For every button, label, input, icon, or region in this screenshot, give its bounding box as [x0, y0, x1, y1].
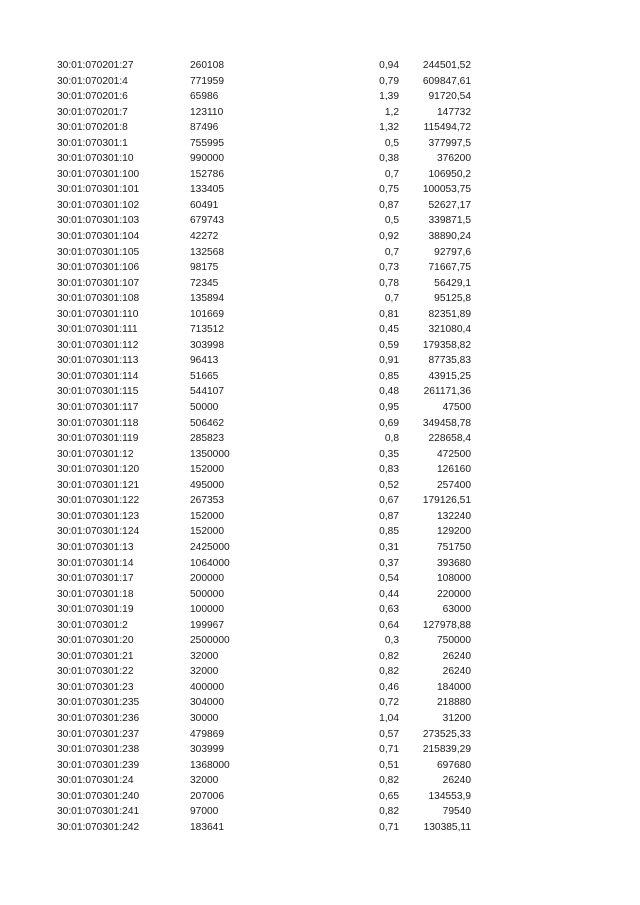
coefficient-cell: 0,5: [384, 137, 399, 149]
value-cell: 152000: [190, 464, 224, 476]
value-cell: 152786: [190, 168, 224, 180]
cadastral-number-cell: 30:01:070301:110: [57, 308, 139, 320]
coefficient-cell: 0,52: [379, 479, 399, 491]
cadastral-number-cell: 30:01:070301:102: [57, 199, 140, 211]
table-row: [0, 260, 640, 276]
result-cell: 257400: [437, 479, 471, 491]
coefficient-cell: 0,35: [379, 448, 399, 460]
coefficient-cell: 0,85: [379, 526, 399, 538]
result-cell: 376200: [437, 153, 471, 165]
table-row: [0, 229, 640, 245]
result-cell: 132240: [437, 510, 471, 522]
table-row: [0, 711, 640, 727]
coefficient-cell: 0,54: [379, 573, 399, 585]
cadastral-number-cell: 30:01:070301:105: [57, 246, 140, 258]
table-row: [0, 400, 640, 416]
coefficient-cell: 0,8: [384, 433, 399, 445]
value-cell: 32000: [190, 666, 219, 678]
table-row: [0, 167, 640, 183]
coefficient-cell: 0,5: [384, 215, 399, 227]
value-cell: 32000: [190, 650, 219, 662]
result-cell: 63000: [442, 604, 471, 616]
coefficient-cell: 1,39: [379, 91, 399, 103]
table-row: [0, 540, 640, 556]
table-row: [0, 820, 640, 836]
data-table: [0, 58, 640, 835]
coefficient-cell: 0,3: [384, 635, 399, 647]
value-cell: 96413: [190, 355, 219, 367]
value-cell: 60491: [190, 199, 219, 211]
value-cell: 1350000: [190, 448, 230, 460]
result-cell: 228658,4: [428, 433, 471, 445]
value-cell: 200000: [190, 573, 224, 585]
cadastral-number-cell: 30:01:070301:235: [57, 697, 140, 709]
table-row: [0, 151, 640, 167]
coefficient-cell: 0,73: [379, 262, 399, 274]
result-cell: 115494,72: [423, 122, 471, 134]
result-cell: 377997,5: [428, 137, 471, 149]
coefficient-cell: 0,82: [379, 775, 399, 787]
result-cell: 106950,2: [428, 168, 471, 180]
value-cell: 495000: [190, 479, 224, 491]
cadastral-number-cell: 30:01:070301:13: [57, 541, 134, 553]
coefficient-cell: 0,71: [379, 744, 399, 756]
coefficient-cell: 0,82: [379, 666, 399, 678]
result-cell: 87735,83: [428, 355, 471, 367]
cadastral-number-cell: 30:01:070301:24: [57, 775, 134, 787]
cadastral-number-cell: 30:01:070301:240: [57, 790, 140, 802]
result-cell: 179358,82: [422, 339, 471, 351]
cadastral-number-cell: 30:01:070301:122: [57, 495, 140, 507]
coefficient-cell: 0,48: [379, 386, 399, 398]
table-row: [0, 758, 640, 774]
value-cell: 152000: [190, 526, 224, 538]
table-row: [0, 89, 640, 105]
value-cell: 98175: [190, 262, 219, 274]
cadastral-number-cell: 30:01:070301:241: [57, 806, 140, 818]
table-row: [0, 509, 640, 525]
result-cell: 91720,54: [428, 91, 471, 103]
cadastral-number-cell: 30:01:070301:236: [57, 712, 140, 724]
coefficient-cell: 0,65: [379, 790, 399, 802]
value-cell: 679743: [190, 215, 224, 227]
value-cell: 152000: [190, 510, 224, 522]
result-cell: 751750: [437, 541, 471, 553]
result-cell: 218880: [437, 697, 471, 709]
cadastral-number-cell: 30:01:070201:7: [57, 106, 128, 118]
cadastral-number-cell: 30:01:070201:6: [57, 91, 128, 103]
value-cell: 1368000: [190, 759, 230, 771]
table-row: [0, 447, 640, 463]
coefficient-cell: 1,2: [384, 106, 399, 118]
value-cell: 990000: [190, 153, 224, 165]
result-cell: 321080,4: [428, 324, 471, 336]
value-cell: 97000: [190, 806, 219, 818]
table-row: [0, 789, 640, 805]
value-cell: 100000: [190, 604, 224, 616]
coefficient-cell: 0,87: [379, 510, 399, 522]
result-cell: 95125,8: [434, 293, 471, 305]
value-cell: 42272: [190, 231, 219, 243]
table-row: [0, 493, 640, 509]
result-cell: 38890,24: [428, 231, 471, 243]
result-cell: 26240: [442, 666, 471, 678]
value-cell: 132568: [190, 246, 224, 258]
coefficient-cell: 0,79: [379, 75, 399, 87]
result-cell: 184000: [437, 681, 471, 693]
table-row: [0, 213, 640, 229]
table-row: [0, 353, 640, 369]
result-cell: 52627,17: [428, 199, 471, 211]
result-cell: 220000: [437, 588, 471, 600]
result-cell: 127978,88: [422, 619, 471, 631]
value-cell: 267353: [190, 495, 224, 507]
table-row: [0, 602, 640, 618]
coefficient-cell: 0,7: [384, 168, 399, 180]
value-cell: 2500000: [190, 635, 230, 647]
table-row: [0, 695, 640, 711]
table-row: [0, 384, 640, 400]
cadastral-number-cell: 30:01:070201:8: [57, 122, 128, 134]
table-row: [0, 369, 640, 385]
table-row: [0, 338, 640, 354]
cadastral-number-cell: 30:01:070301:17: [57, 573, 134, 585]
result-cell: 393680: [437, 557, 471, 569]
result-cell: 339871,5: [428, 215, 471, 227]
result-cell: 472500: [437, 448, 471, 460]
cadastral-number-cell: 30:01:070301:18: [57, 588, 134, 600]
cadastral-number-cell: 30:01:070301:114: [57, 370, 139, 382]
cadastral-number-cell: 30:01:070301:23: [57, 681, 134, 693]
value-cell: 713512: [190, 324, 224, 336]
result-cell: 56429,1: [434, 277, 471, 289]
table-row: [0, 727, 640, 743]
coefficient-cell: 0,63: [379, 604, 399, 616]
value-cell: 506462: [190, 417, 224, 429]
result-cell: 147732: [437, 106, 471, 118]
cadastral-number-cell: 30:01:070301:106: [57, 262, 140, 274]
cadastral-number-cell: 30:01:070301:1: [57, 137, 128, 149]
value-cell: 101669: [190, 308, 224, 320]
cadastral-number-cell: 30:01:070301:19: [57, 604, 134, 616]
coefficient-cell: 0,82: [379, 650, 399, 662]
value-cell: 755995: [190, 137, 224, 149]
value-cell: 285823: [190, 433, 224, 445]
value-cell: 771959: [190, 75, 224, 87]
coefficient-cell: 0,46: [379, 681, 399, 693]
table-row: [0, 431, 640, 447]
cadastral-number-cell: 30:01:070301:100: [57, 168, 140, 180]
coefficient-cell: 0,69: [379, 417, 399, 429]
coefficient-cell: 0,91: [379, 355, 399, 367]
cadastral-number-cell: 30:01:070301:118: [57, 417, 139, 429]
coefficient-cell: 0,45: [379, 324, 399, 336]
coefficient-cell: 0,82: [379, 806, 399, 818]
value-cell: 2425000: [190, 541, 230, 553]
result-cell: 130385,11: [423, 821, 471, 833]
value-cell: 544107: [190, 386, 224, 398]
cadastral-number-cell: 30:01:070301:117: [57, 402, 139, 414]
table-row: [0, 291, 640, 307]
coefficient-cell: 0,78: [379, 277, 399, 289]
coefficient-cell: 0,31: [379, 541, 399, 553]
coefficient-cell: 0,7: [384, 246, 399, 258]
cadastral-number-cell: 30:01:070201:27: [57, 60, 134, 71]
cadastral-number-cell: 30:01:070301:12: [57, 448, 134, 460]
coefficient-cell: 0,81: [379, 308, 399, 320]
cadastral-number-cell: 30:01:070301:101: [57, 184, 140, 196]
table-row: [0, 136, 640, 152]
coefficient-cell: 0,83: [379, 464, 399, 476]
cadastral-number-cell: 30:01:070301:22: [57, 666, 134, 678]
table-row: [0, 58, 640, 74]
value-cell: 500000: [190, 588, 224, 600]
table-row: [0, 105, 640, 121]
table-row: [0, 307, 640, 323]
result-cell: 47500: [442, 402, 471, 414]
table-row: [0, 571, 640, 587]
cadastral-number-cell: 30:01:070301:103: [57, 215, 140, 227]
cadastral-number-cell: 30:01:070301:238: [57, 744, 140, 756]
cadastral-number-cell: 30:01:070301:120: [57, 464, 140, 476]
table-row: [0, 524, 640, 540]
coefficient-cell: 0,87: [379, 199, 399, 211]
value-cell: 30000: [190, 712, 219, 724]
result-cell: 108000: [437, 573, 471, 585]
result-cell: 244501,52: [422, 60, 471, 71]
cadastral-number-cell: 30:01:070301:113: [57, 355, 139, 367]
table-row: [0, 649, 640, 665]
table-row: [0, 322, 640, 338]
cadastral-number-cell: 30:01:070201:4: [57, 75, 128, 87]
cadastral-number-cell: 30:01:070301:10: [57, 153, 134, 165]
result-cell: 79540: [442, 806, 471, 818]
coefficient-cell: 0,59: [379, 339, 399, 351]
table-row: [0, 462, 640, 478]
coefficient-cell: 0,64: [379, 619, 399, 631]
result-cell: 750000: [437, 635, 471, 647]
result-cell: 697680: [437, 759, 471, 771]
value-cell: 65986: [190, 91, 219, 103]
cadastral-number-cell: 30:01:070301:107: [57, 277, 140, 289]
table-row: [0, 556, 640, 572]
table-row: [0, 276, 640, 292]
cadastral-number-cell: 30:01:070301:115: [57, 386, 139, 398]
result-cell: 609847,61: [422, 75, 471, 87]
value-cell: 87496: [190, 122, 219, 134]
result-cell: 92797,6: [434, 246, 471, 258]
result-cell: 215839,29: [422, 744, 471, 756]
value-cell: 400000: [190, 681, 224, 693]
cadastral-number-cell: 30:01:070301:121: [57, 479, 140, 491]
coefficient-cell: 0,7: [384, 293, 399, 305]
table-row: [0, 587, 640, 603]
result-cell: 349458,78: [422, 417, 471, 429]
table-row: [0, 74, 640, 90]
cadastral-number-cell: 30:01:070301:20: [57, 635, 134, 647]
cadastral-number-cell: 30:01:070301:104: [57, 231, 140, 243]
value-cell: 303999: [190, 744, 224, 756]
coefficient-cell: 0,94: [379, 60, 399, 71]
result-cell: 82351,89: [428, 308, 471, 320]
cadastral-number-cell: 30:01:070301:21: [57, 650, 134, 662]
cadastral-number-cell: 30:01:070301:2: [57, 619, 128, 631]
coefficient-cell: 0,37: [379, 557, 399, 569]
value-cell: 50000: [190, 402, 219, 414]
table-row: [0, 618, 640, 634]
coefficient-cell: 0,95: [379, 402, 399, 414]
table-row: [0, 198, 640, 214]
coefficient-cell: 1,32: [379, 122, 399, 134]
value-cell: 479869: [190, 728, 224, 740]
cadastral-number-cell: 30:01:070301:239: [57, 759, 140, 771]
value-cell: 260108: [190, 60, 224, 71]
table-row: [0, 120, 640, 136]
coefficient-cell: 0,92: [379, 231, 399, 243]
table-row: [0, 245, 640, 261]
coefficient-cell: 0,44: [379, 588, 399, 600]
value-cell: 133405: [190, 184, 224, 196]
result-cell: 71667,75: [428, 262, 471, 274]
cadastral-number-cell: 30:01:070301:14: [57, 557, 134, 569]
cadastral-number-cell: 30:01:070301:242: [57, 821, 140, 833]
result-cell: 43915,25: [428, 370, 471, 382]
cadastral-number-cell: 30:01:070301:108: [57, 293, 140, 305]
cadastral-number-cell: 30:01:070301:112: [57, 339, 139, 351]
value-cell: 199967: [190, 619, 224, 631]
table-row: [0, 664, 640, 680]
coefficient-cell: 1,04: [379, 712, 399, 724]
result-cell: 100053,75: [422, 184, 471, 196]
coefficient-cell: 0,71: [379, 821, 399, 833]
value-cell: 207006: [190, 790, 224, 802]
table-row: [0, 804, 640, 820]
table-row: [0, 182, 640, 198]
value-cell: 51665: [190, 370, 219, 382]
coefficient-cell: 0,72: [379, 697, 399, 709]
table-row: [0, 680, 640, 696]
coefficient-cell: 0,38: [379, 153, 399, 165]
table-row: [0, 773, 640, 789]
table-row: [0, 633, 640, 649]
result-cell: 31200: [442, 712, 471, 724]
result-cell: 261171,36: [423, 386, 471, 398]
coefficient-cell: 0,67: [379, 495, 399, 507]
value-cell: 72345: [190, 277, 219, 289]
value-cell: 304000: [190, 697, 224, 709]
result-cell: 126160: [437, 464, 471, 476]
table-row: [0, 742, 640, 758]
cadastral-number-cell: 30:01:070301:124: [57, 526, 140, 538]
result-cell: 26240: [442, 775, 471, 787]
value-cell: 123110: [190, 106, 224, 118]
result-cell: 179126,51: [422, 495, 471, 507]
coefficient-cell: 0,75: [379, 184, 399, 196]
cadastral-number-cell: 30:01:070301:111: [57, 324, 138, 336]
table-row: [0, 478, 640, 494]
cadastral-number-cell: 30:01:070301:123: [57, 510, 140, 522]
value-cell: 135894: [190, 293, 224, 305]
coefficient-cell: 0,51: [379, 759, 399, 771]
result-cell: 26240: [442, 650, 471, 662]
value-cell: 1064000: [190, 557, 230, 569]
value-cell: 303998: [190, 339, 224, 351]
coefficient-cell: 0,85: [379, 370, 399, 382]
value-cell: 32000: [190, 775, 219, 787]
cadastral-number-cell: 30:01:070301:119: [57, 433, 139, 445]
result-cell: 134553,9: [428, 790, 471, 802]
coefficient-cell: 0,57: [379, 728, 399, 740]
value-cell: 183641: [190, 821, 224, 833]
table-row: [0, 416, 640, 432]
result-cell: 129200: [437, 526, 471, 538]
cadastral-number-cell: 30:01:070301:237: [57, 728, 140, 740]
result-cell: 273525,33: [422, 728, 471, 740]
